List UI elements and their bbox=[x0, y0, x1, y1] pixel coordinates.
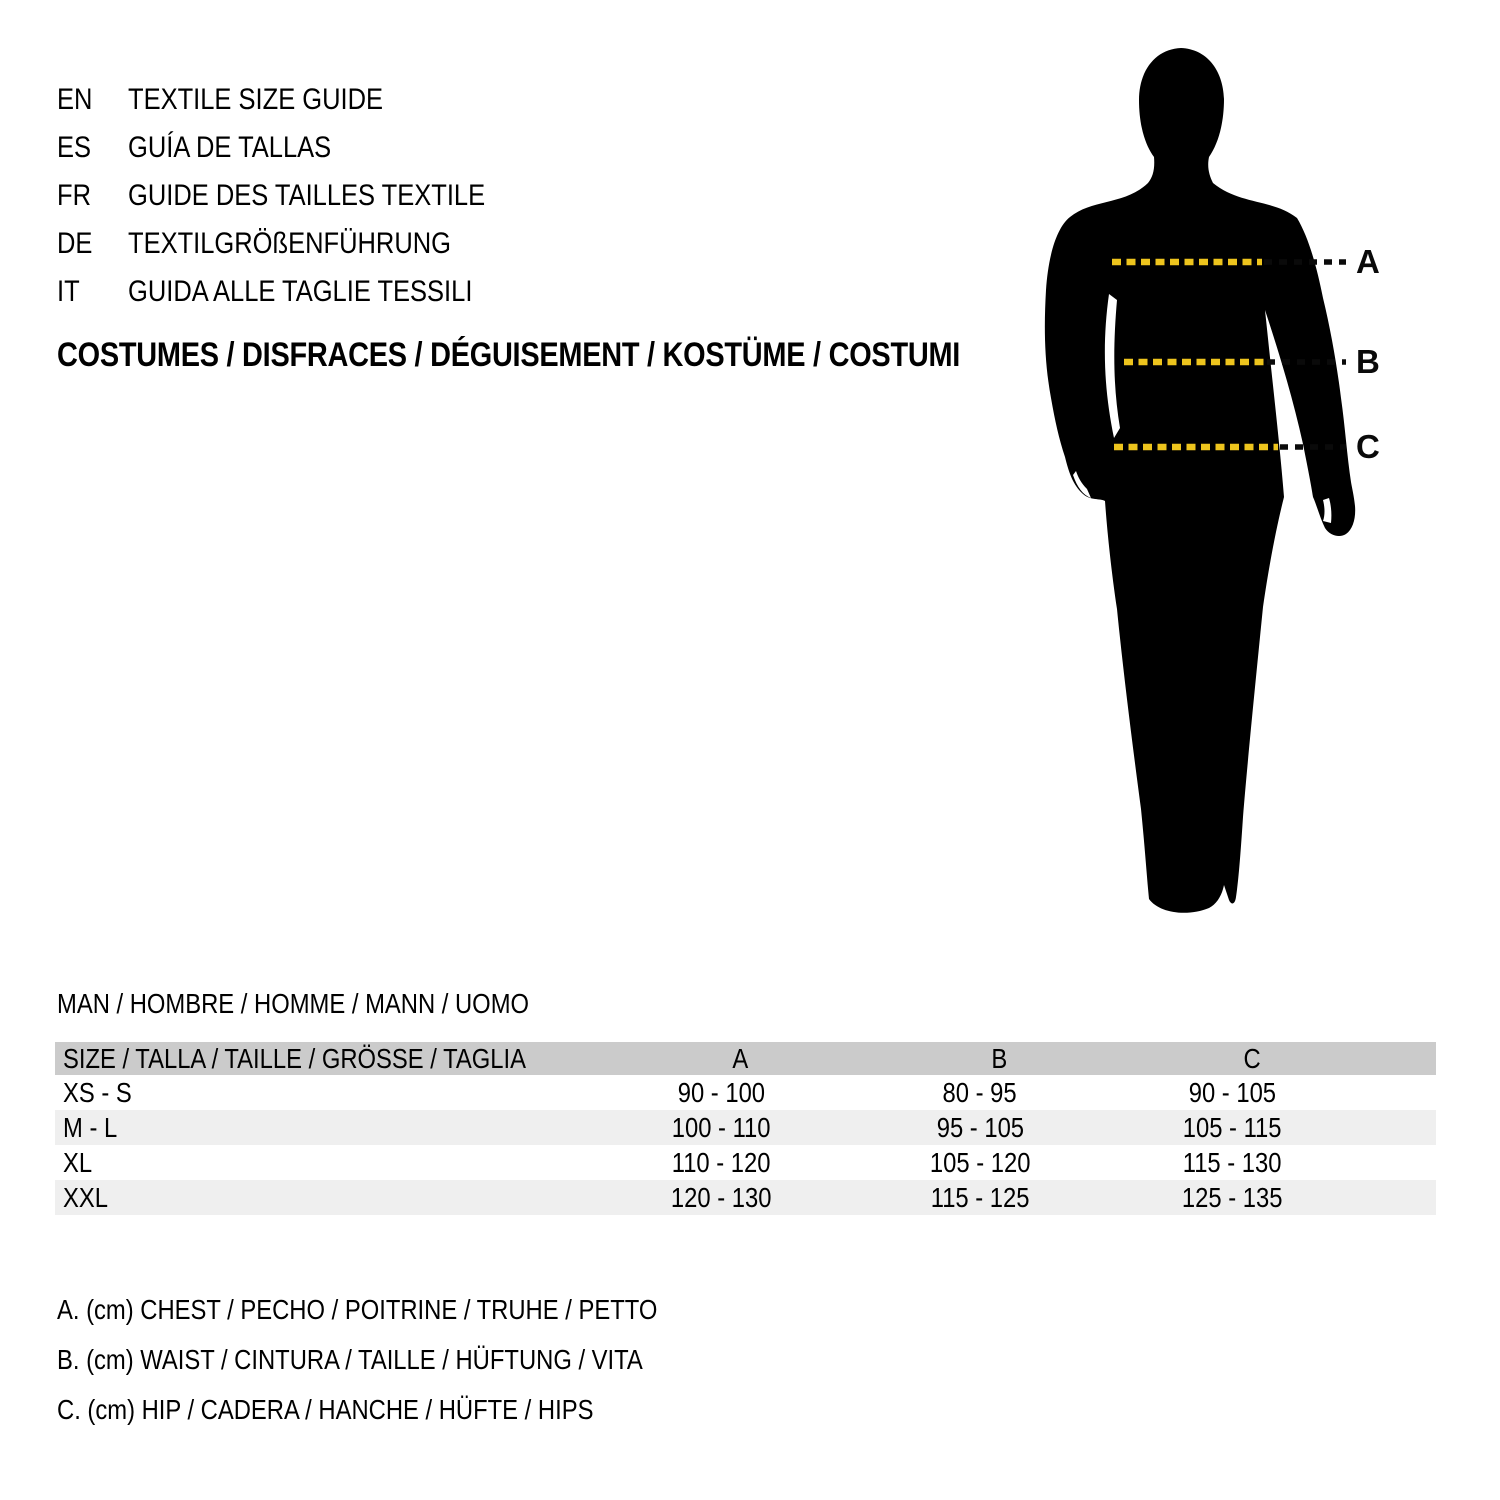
lang-row-fr bbox=[57, 172, 548, 220]
table-row-xs-s bbox=[55, 1075, 1436, 1110]
value-b: 115 - 125 bbox=[930, 1181, 1030, 1213]
man-silhouette-svg bbox=[1040, 48, 1385, 918]
lang-code: EN bbox=[57, 83, 93, 116]
note-hip: C. (cm) HIP / CADERA / HANCHE / HÜFTE / HIPS bbox=[57, 1394, 594, 1425]
value-b: 105 - 120 bbox=[929, 1146, 1031, 1178]
header-col-a: A bbox=[732, 1042, 749, 1074]
lang-title: TEXTILGRÖßENFÜHRUNG bbox=[128, 227, 452, 260]
header-col-b: B bbox=[991, 1042, 1008, 1074]
category-heading: COSTUMES / DISFRACES / DÉGUISEMENT / KOSTÜME / COSTUMI bbox=[57, 336, 961, 374]
size-cell: M - L bbox=[63, 1111, 118, 1143]
waist-label: B bbox=[1356, 343, 1380, 380]
table-row-xl bbox=[55, 1145, 1436, 1180]
value-c: 90 - 105 bbox=[1188, 1076, 1276, 1108]
value-c: 115 - 130 bbox=[1182, 1146, 1282, 1178]
lang-row-es bbox=[57, 124, 548, 172]
table-row-xxl bbox=[55, 1180, 1436, 1215]
man-silhouette bbox=[1045, 48, 1355, 913]
note-waist: B. (cm) WAIST / CINTURA / TAILLE / HÜFTUNG / VITA bbox=[57, 1344, 643, 1375]
value-b: 95 - 105 bbox=[936, 1111, 1024, 1143]
value-a: 90 - 100 bbox=[677, 1076, 765, 1108]
lang-code: ES bbox=[57, 131, 92, 164]
value-a: 100 - 110 bbox=[671, 1111, 771, 1143]
size-cell: XL bbox=[63, 1146, 93, 1178]
lang-title: GUIDA ALLE TAGLIE TESSILI bbox=[128, 275, 473, 308]
lang-title: GUIDE DES TAILLES TEXTILE bbox=[128, 179, 486, 212]
value-c: 125 - 135 bbox=[1181, 1181, 1283, 1213]
header-size-label: SIZE / TALLA / TAILLE / GRÖSSE / TAGLIA bbox=[63, 1042, 526, 1074]
value-b: 80 - 95 bbox=[942, 1076, 1018, 1108]
header-col-c: C bbox=[1243, 1042, 1261, 1074]
hip-label: C bbox=[1356, 428, 1380, 465]
note-chest: A. (cm) CHEST / PECHO / POITRINE / TRUHE / PETTO bbox=[57, 1294, 658, 1325]
lang-code: IT bbox=[57, 275, 80, 308]
language-title-list bbox=[57, 76, 548, 316]
size-cell: XS - S bbox=[63, 1076, 132, 1108]
value-a: 110 - 120 bbox=[671, 1146, 771, 1178]
lang-row-de bbox=[57, 220, 548, 268]
table-row-m-l bbox=[55, 1110, 1436, 1145]
gender-heading: MAN / HOMBRE / HOMME / MANN / UOMO bbox=[57, 988, 530, 1019]
value-a: 120 - 130 bbox=[670, 1181, 772, 1213]
lang-code: DE bbox=[57, 227, 93, 260]
man-silhouette-figure bbox=[1040, 48, 1385, 918]
size-table-header bbox=[55, 1042, 1436, 1075]
lang-title: GUÍA DE TALLAS bbox=[128, 131, 332, 164]
chest-label: A bbox=[1356, 243, 1380, 280]
lang-code: FR bbox=[57, 179, 91, 212]
lang-title: TEXTILE SIZE GUIDE bbox=[128, 83, 384, 116]
size-cell: XXL bbox=[63, 1181, 108, 1213]
measure-notes bbox=[57, 1285, 763, 1435]
lang-row-en bbox=[57, 76, 548, 124]
size-table bbox=[55, 1042, 1436, 1215]
value-c: 105 - 115 bbox=[1182, 1111, 1282, 1143]
lang-row-it bbox=[57, 268, 548, 316]
